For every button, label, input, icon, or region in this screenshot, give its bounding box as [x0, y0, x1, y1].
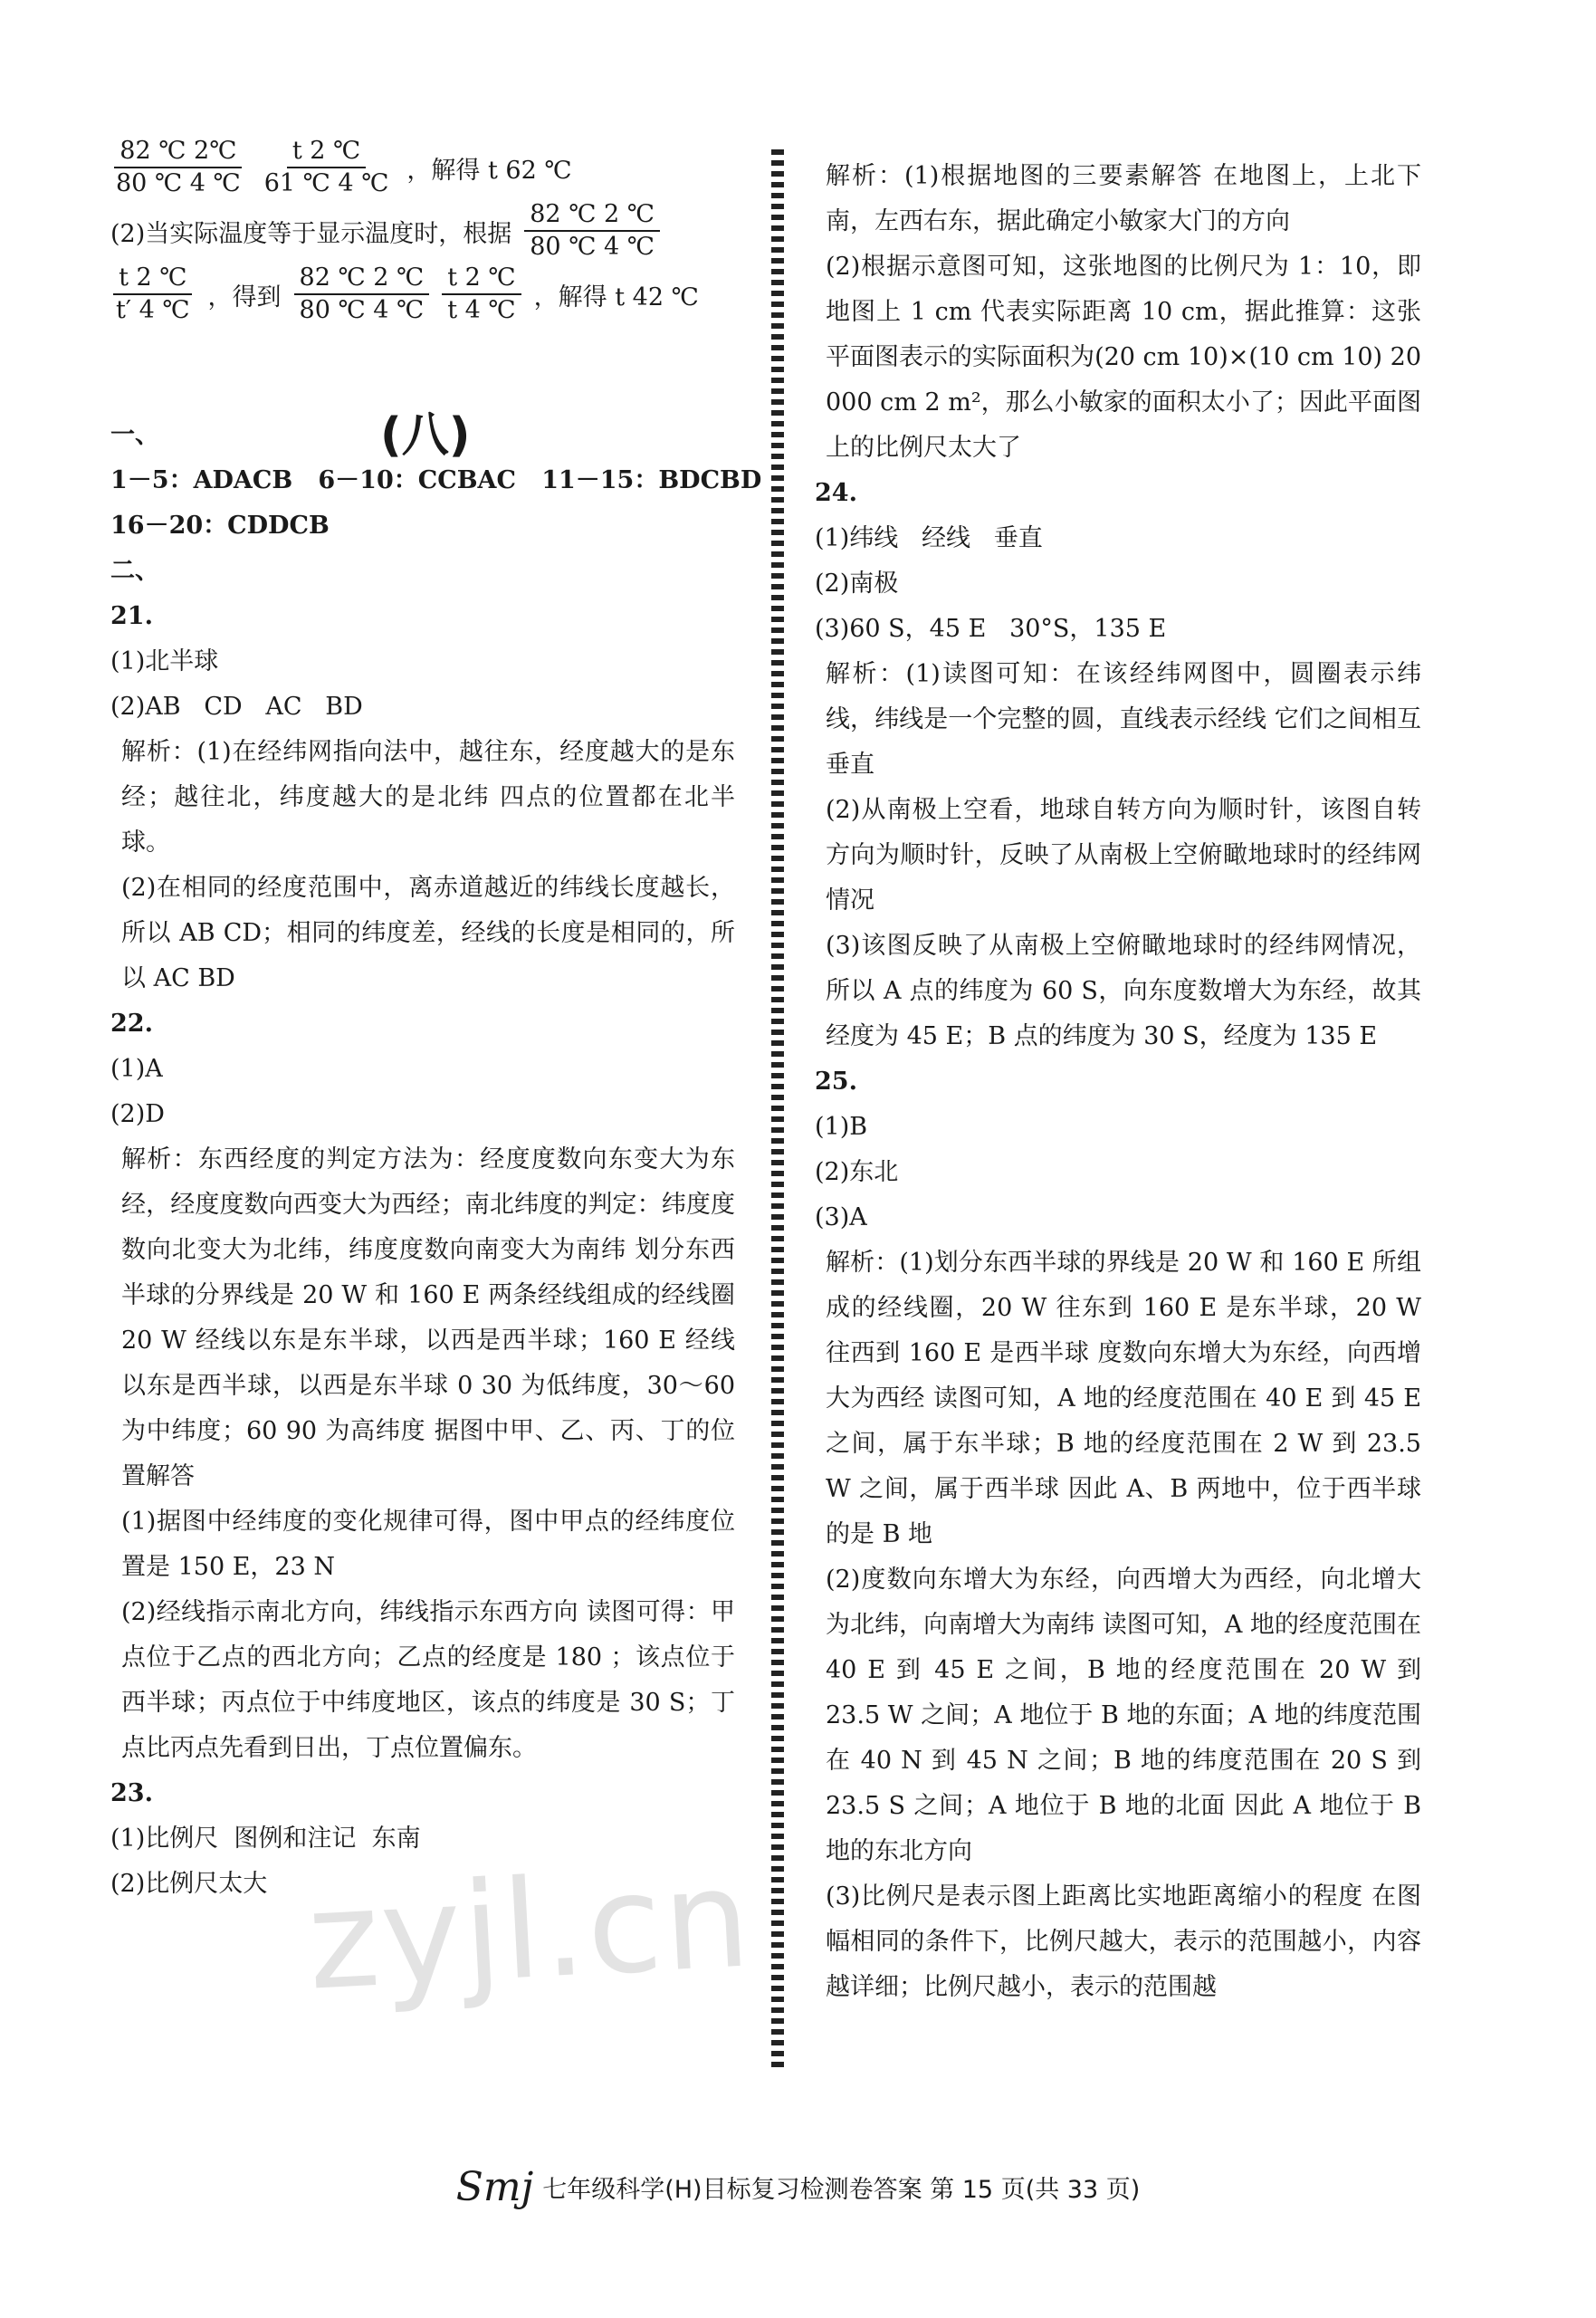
explanation: 解析：(1)划分东西半球的界线是 20 W 和 160 E 所组成的经线圈，20 W 往东到 160 E 是东半球，20 W 往西到 160 E 是西半球 度数向东增大为东经，向西增大为西经 读图可知，A 地的经度范围在 40 E 到 45 E 之间，属于东半球；B 地的经度范围在 2 W 到 23.5 W 之间，属于西半球 因此 A、B 两地中，位于西半球的是 B 地 [826, 1249, 1421, 1548]
answer-line: (1)北半球 [110, 647, 219, 675]
question-number: 22. [110, 1010, 153, 1038]
explanation: (2)在相同的经度范围中，离赤道越近的纬线长度越长，所以 AB CD；相同的纬度差，经线的长度是相同的，所以 AC BD [121, 874, 735, 992]
fraction [294, 263, 430, 326]
equation-tail: ，解得 t 42 ℃ [533, 283, 699, 311]
part-heading: 二、 [110, 557, 159, 585]
equation-row-q2 [110, 199, 735, 263]
numerator: 82 ℃ 2 ℃ [294, 263, 430, 295]
part-heading: 一、 [110, 421, 159, 449]
explanation: 解析：(1)根据地图的三要素解答 在地图上，上北下南，左西右东，据此确定小敏家大门的方向 [826, 162, 1421, 235]
denominator: t′ 4 ℃ [116, 296, 190, 324]
answer-line: (2)东北 [815, 1158, 899, 1186]
explanation: 解析：东西经度的判定方法为：经度度数向东变大为东经，经度度数向西变大为西经；南北纬度的判定：纬度度数向北变大为北纬，纬度度数向南变大为南纬 划分东西半球的分界线是 20 W 和 160 E 两条经线组成的经线圈 20 W 经线以东是东半球，以西是西半球；160 E 经线以东是西半球，以西是东半球 0 30 为低纬度，30～60 为中纬度；60 90 为高纬度 据图中甲、乙、丙、丁的位置解答 [121, 1145, 735, 1490]
numerator: 82 ℃ 2℃ [114, 136, 242, 168]
answer-line: (2)AB CD AC BD [110, 693, 363, 721]
publisher-logo: Smj [455, 2163, 534, 2210]
numerator: 82 ℃ 2 ℃ [524, 199, 660, 232]
answer-line: (1)纬线 经线 垂直 [815, 524, 1043, 552]
equation-row-1 [110, 136, 735, 199]
fraction [259, 136, 395, 199]
right-column [815, 154, 1421, 2010]
denominator: 80 ℃ 4 ℃ [530, 233, 655, 261]
numerator: t 2 ℃ [442, 263, 521, 295]
answer-key-line: 16－20：CDDCB [110, 512, 330, 540]
answer-line: (1)A [110, 1055, 163, 1083]
explanation: (2)根据示意图可知，这张地图的比例尺为 1：10，即地图上 1 cm 代表实际距离 10 cm，据此推算：这张平面图表示的实际面积为(20 cm 10)×(10 cm 10) 20 000 cm 2 m²，那么小敏家的面积太小了；因此平面图上的比例尺太大了 [826, 253, 1421, 462]
denominator: t 4 ℃ [447, 296, 516, 324]
denominator: 80 ℃ 4 ℃ [299, 296, 425, 324]
question-number: 23. [110, 1779, 153, 1807]
fraction [442, 263, 521, 326]
column-divider [771, 149, 784, 2069]
answer-line: (2)当实际温度等于显示温度时，根据 [110, 219, 512, 248]
answer-key-line: 1－5：ADACB 6－10：CCBAC 11－15：BDCBD [110, 466, 762, 494]
numerator: t 2 ℃ [113, 263, 192, 295]
equation-tail: ，解得 t 62 ℃ [406, 156, 572, 185]
answer-line: (1)B [815, 1113, 868, 1141]
explanation: (2)从南极上空看，地球自转方向为顺时针，该图自转方向为顺时针，反映了从南极上空俯瞰地球时的经纬网情况 [826, 796, 1421, 915]
answer-line: (1)比例尺 图例和注记 东南 [110, 1825, 421, 1853]
answer-line: (2)南极 [815, 570, 899, 598]
denominator: 61 ℃ 4 ℃ [263, 169, 389, 197]
footer-text: 七年级科学(H)目标复习检测卷答案 第 15 页(共 33 页) [542, 2175, 1141, 2204]
question-number: 21. [110, 602, 153, 630]
answer-line: (2)D [110, 1100, 165, 1128]
answer-line: (3)A [815, 1203, 867, 1231]
explanation: 解析：(1)在经纬网指向法中，越往东，经度越大的是东经；越往北，纬度越大的是北纬 四点的位置都在北半球。 [121, 738, 735, 857]
explanation: (1)据图中经纬度的变化规律可得，图中甲点的经纬度位置是 150 E，23 N [121, 1508, 735, 1581]
answer-line: (2)比例尺太大 [110, 1870, 268, 1898]
fraction [110, 136, 246, 199]
question-number: 24. [815, 479, 857, 507]
section-title: (八) [380, 408, 471, 463]
explanation: (3)该图反映了从南极上空俯瞰地球时的经纬网情况，所以 A 点的纬度为 60 S，向东度数增大为东经，故其经度为 45 E；B 点的纬度为 30 S，经度为 135 E [826, 932, 1421, 1050]
explanation: (2)度数向东增大为东经，向西增大为西经，向北增大为北纬，向南增大为南纬 读图可知，A 地的经度范围在 40 E 到 45 E 之间，B 地的经度范围在 20 W 到 23.5 W 之间；A 地位于 B 地的东面；A 地的纬度范围在 40 N 到 45 N 之间；B 地的纬度范围在 20 S 到 23.5 S 之间；A 地位于 B 地的北面 因此 A 地位于 B 地的东北方向 [826, 1566, 1421, 1865]
explanation: (2)经线指示南北方向，纬线指示东西方向 读图可得：甲点位于乙点的西北方向；乙点的经度是 180 ；该点位于西半球；丙点位于中纬度地区，该点的纬度是 30 S；丁点比丙点先看到日出，丁点位置偏东。 [121, 1598, 735, 1762]
answer-line: (3)60 S，45 E 30°S，135 E [815, 615, 1167, 643]
page-footer [0, 2160, 1596, 2214]
numerator: t 2 ℃ [287, 136, 366, 168]
explanation: (3)比例尺是表示图上距离比实地距离缩小的程度 在图幅相同的条件下，比例尺越大，表示的范围越小，内容越详细；比例尺越小，表示的范围越 [826, 1882, 1421, 2001]
question-number: 25. [815, 1068, 857, 1096]
equation-row-2 [110, 263, 735, 326]
explanation: 解析：(1)读图可知：在该经纬网图中，圆圈表示纬线，纬线是一个完整的圆，直线表示经线 它们之间相互垂直 [826, 660, 1421, 779]
denominator: 80 ℃ 4 ℃ [116, 169, 241, 197]
fraction [524, 199, 660, 263]
equation-text: ，得到 [207, 283, 282, 311]
fraction [110, 263, 196, 326]
watermark: zyjl.cn [303, 1840, 756, 2021]
